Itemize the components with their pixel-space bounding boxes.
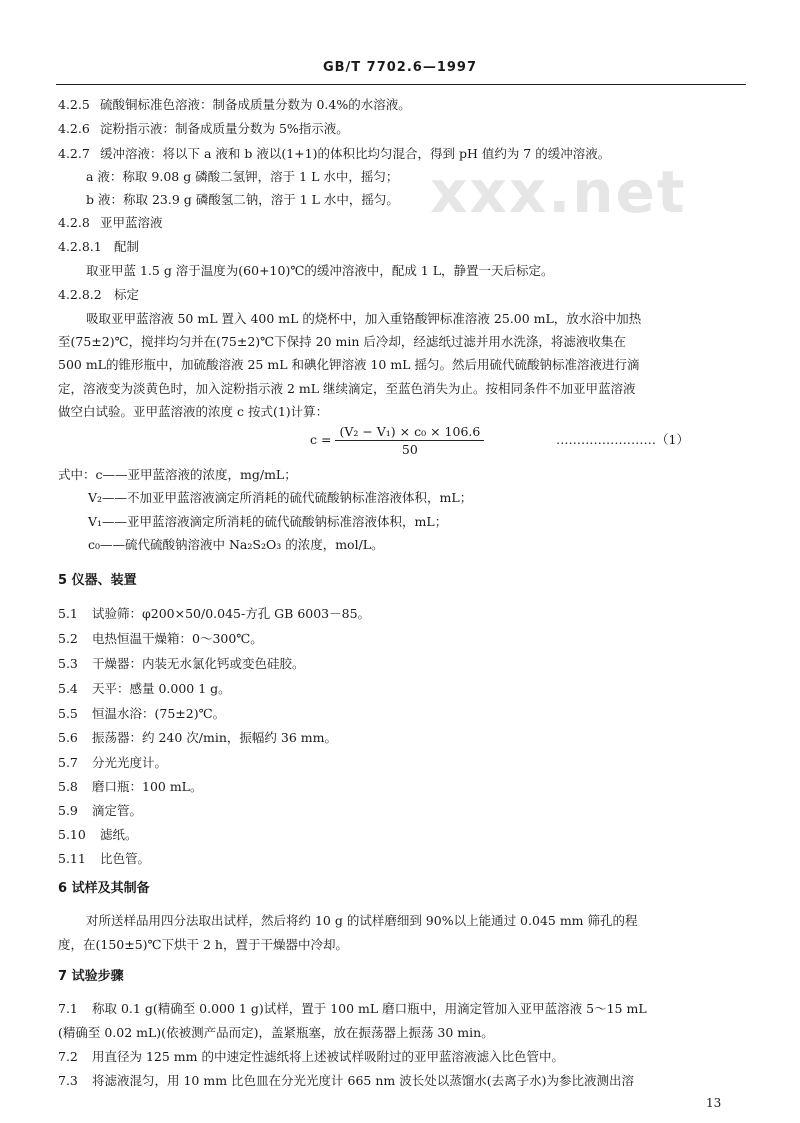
paragraph-line: 吸取亚甲蓝溶液 50 mL 置入 400 mL 的烧杯中，加入重铬酸钾标准溶液 25.00 mL，放水浴中加热 — [86, 311, 642, 326]
clause-line: 4.2.7 缓冲溶液：将以下 a 液和 b 液以(1+1)的体积比均匀混合，得到 pH 值约为 7 的缓冲溶液。 — [58, 146, 611, 161]
clause-line: a 液：称取 9.08 g 磷酸二氢钾，溶于 1 L 水中，摇匀； — [86, 169, 399, 184]
list-item: 5.1 试验筛：φ200×50/0.045-方孔 GB 6003－85。 — [58, 606, 371, 621]
paragraph-line: 至(75±2)℃，搅拌均匀并在(75±2)℃下保持 20 min 后冷却，经滤纸过滤并用水洗涤，将滤液收集在 — [58, 334, 626, 349]
equation-denominator: 50 — [401, 442, 418, 457]
symbol-definition: c₀——硫代硫酸钠溶液中 Na₂S₂O₃ 的浓度，mol/L。 — [88, 537, 384, 552]
list-item: 5.9 滴定管。 — [58, 803, 143, 818]
standard-header: GB/T 7702.6—1997 — [322, 60, 478, 75]
list-item: 5.11 比色管。 — [58, 851, 151, 866]
paragraph-line: 度，在(150±5)℃下烘干 2 h，置于干燥器中冷却。 — [58, 937, 348, 952]
section-heading-6: 6 试样及其制备 — [58, 881, 150, 896]
equation-1 — [310, 424, 484, 457]
list-item: 5.2 电热恒温干燥箱：0～300℃。 — [58, 631, 263, 646]
list-item: 5.5 恒温水浴：(75±2)℃。 — [58, 706, 226, 721]
clause-line: (精确至 0.02 mL)(依被测产品而定)，盖紧瓶塞，放在振荡器上振荡 30 min。 — [58, 1025, 494, 1040]
list-item: 5.4 天平：感量 0.000 1 g。 — [58, 681, 231, 696]
section-heading-7: 7 试验步骤 — [58, 969, 124, 984]
equation-number: ……………………（1） — [556, 432, 689, 447]
clause-line: 7.1 称取 0.1 g(精确至 0.000 1 g)试样，置于 100 mL 磨口瓶中，用滴定管加入亚甲蓝溶液 5～15 mL — [58, 1001, 647, 1016]
list-item: 5.10 滤纸。 — [58, 827, 138, 842]
clause-line: 取亚甲蓝 1.5 g 溶于温度为(60+10)℃的缓冲溶液中，配成 1 L，静置一天后标定。 — [86, 263, 554, 278]
clause-line: 4.2.8 亚甲蓝溶液 — [58, 215, 163, 230]
equation-lhs: c = — [310, 432, 332, 447]
paragraph-line: 500 mL的锥形瓶中，加硫酸溶液 25 mL 和碘化钾溶液 10 mL 摇匀。然后用硫代硫酸钠标准溶液进行滴 — [58, 357, 640, 372]
header-rule — [56, 84, 746, 85]
symbol-definition: V₂——不加亚甲蓝溶液滴定所消耗的硫代硫酸钠标准溶液体积，mL； — [88, 490, 473, 505]
equation-fraction — [335, 424, 484, 457]
paragraph-line: 做空白试验。亚甲蓝溶液的浓度 c 按式(1)计算： — [58, 404, 329, 419]
clause-line: 4.2.5 硫酸铜标准色溶液：制备成质量分数为 0.4%的水溶液。 — [58, 97, 411, 112]
symbol-definition: V₁——亚甲蓝溶液滴定所消耗的硫代硫酸钠标准溶液体积，mL； — [88, 514, 448, 529]
list-item: 5.6 振荡器：约 240 次/min，振幅约 36 mm。 — [58, 730, 337, 745]
paragraph-line: 对所送样品用四分法取出试样，然后将约 10 g 的试样磨细到 90%以上能通过 0.045 mm 筛孔的程 — [86, 913, 638, 928]
symbol-definition: 式中：c——亚甲蓝溶液的浓度，mg/mL； — [58, 467, 297, 482]
watermark-text: xxx.net — [430, 158, 687, 226]
clause-line: 4.2.8.2 标定 — [58, 287, 140, 302]
clause-line: 4.2.6 淀粉指示液：制备成质量分数为 5%指示液。 — [58, 121, 349, 136]
list-item: 5.8 磨口瓶：100 mL。 — [58, 779, 203, 794]
clause-line: 4.2.8.1 配制 — [58, 239, 140, 254]
clause-line: 7.2 用直径为 125 mm 的中速定性滤纸将上述被试样吸附过的亚甲蓝溶液滤入比色管中。 — [58, 1049, 564, 1064]
clause-line: b 液：称取 23.9 g 磷酸氢二钠，溶于 1 L 水中，摇匀。 — [86, 192, 399, 207]
list-item: 5.7 分光光度计。 — [58, 755, 168, 770]
equation-numerator: (V₂ − V₁) × c₀ × 106.6 — [335, 424, 484, 441]
paragraph-line: 定，溶液变为淡黄色时，加入淀粉指示液 2 mL 继续滴定，至蓝色消失为止。按相同条件不加亚甲蓝溶液 — [58, 381, 636, 396]
page-number: 13 — [706, 1096, 722, 1110]
section-heading-5: 5 仪器、装置 — [58, 573, 137, 588]
clause-line: 7.3 将滤液混匀，用 10 mm 比色皿在分光光度计 665 nm 波长处以蒸馏水(去离子水)为参比液测出溶 — [58, 1073, 634, 1088]
list-item: 5.3 干燥器：内装无水氯化钙或变色硅胶。 — [58, 656, 305, 671]
